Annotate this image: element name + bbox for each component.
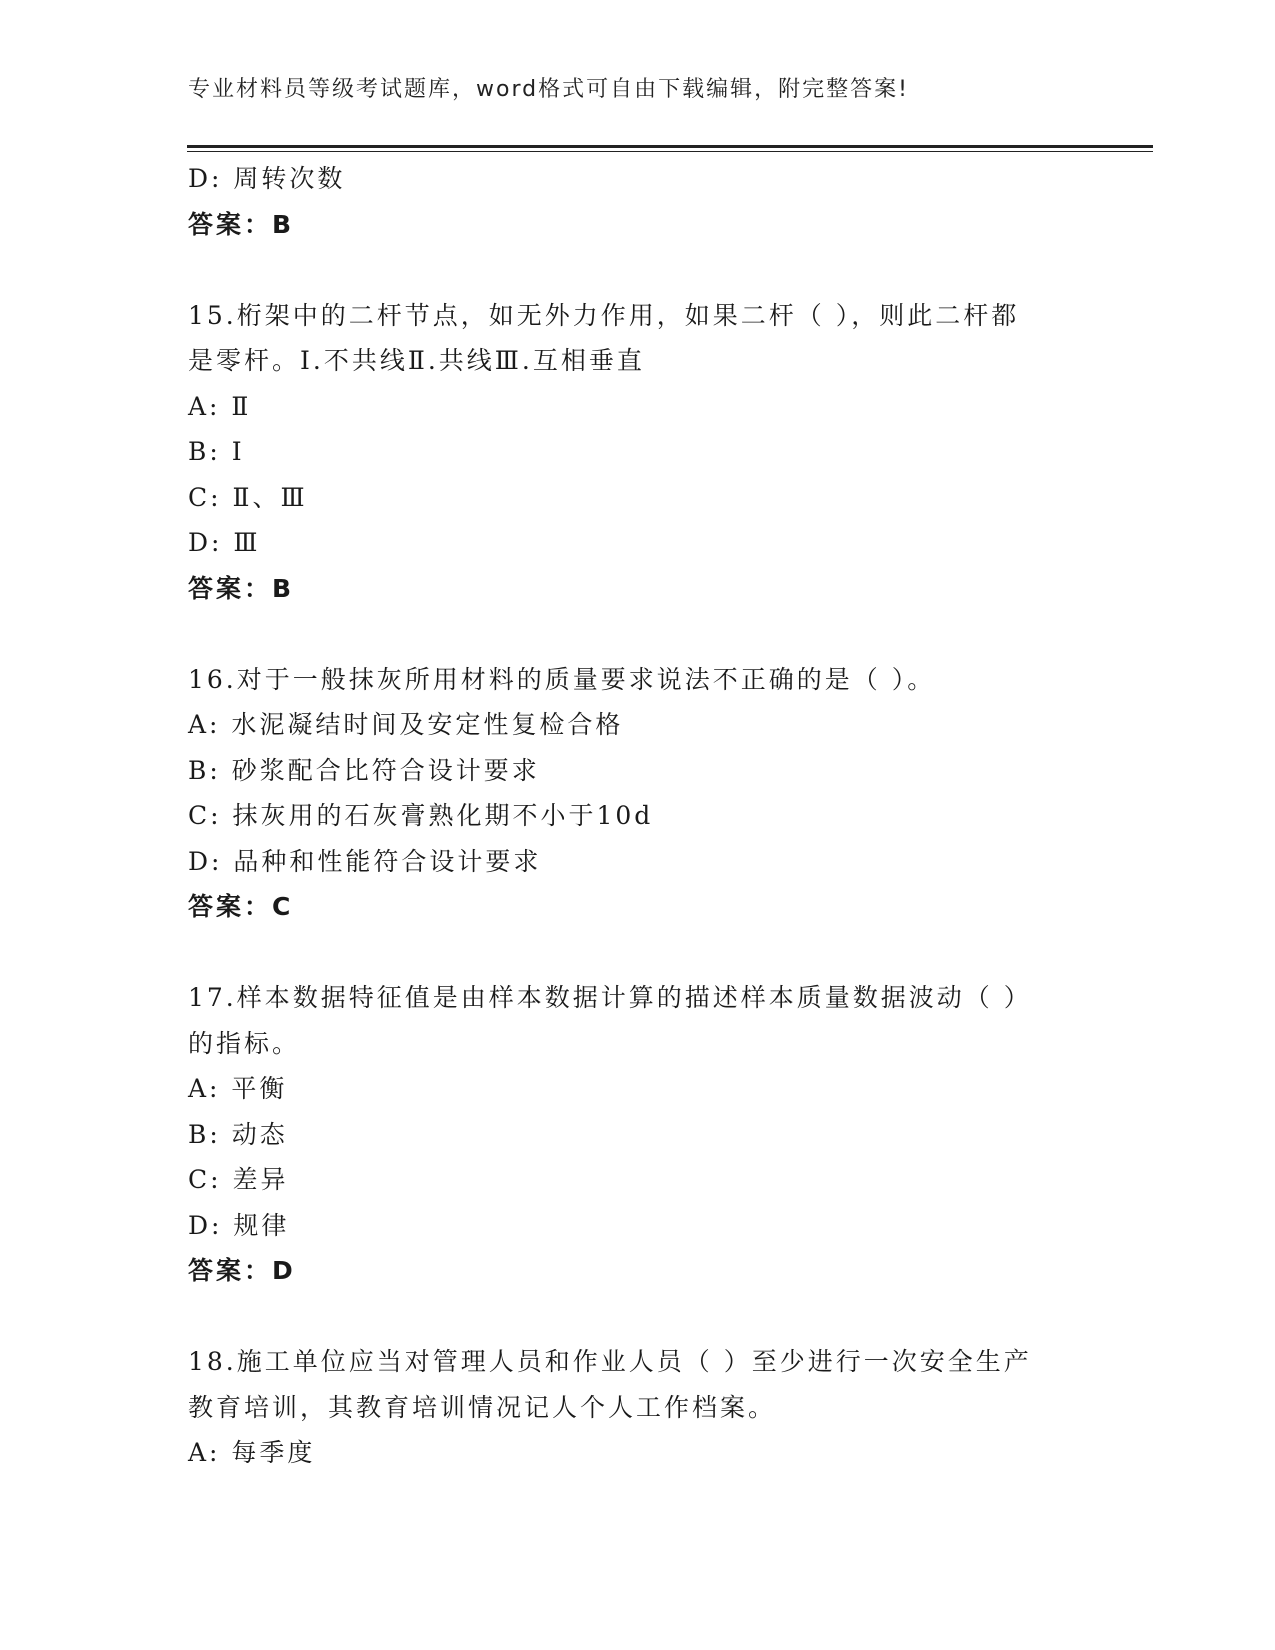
- question-18-stem-line-2: 教育培训，其教育培训情况记人个人工作档案。: [188, 1392, 777, 1422]
- question-16-option-c: C: 抹灰用的石灰膏熟化期不小于10d: [188, 801, 654, 830]
- question-16-option-d: D: 品种和性能符合设计要求: [188, 846, 542, 876]
- question-17-option-a: A: 平衡: [188, 1074, 288, 1103]
- question-list: [188, 156, 1088, 1476]
- answer-line: 答案：B: [188, 209, 295, 239]
- header-rule-thick: [187, 145, 1153, 148]
- question-16-option-a: A: 水泥凝结时间及安定性复检合格: [188, 710, 624, 739]
- question-17-option-c: C: 差异: [188, 1165, 289, 1194]
- question-15-option-a: A: Ⅱ: [188, 391, 252, 421]
- header-rule-thin: [187, 151, 1153, 152]
- question-16-stem-line-1: 16.对于一般抹灰所用材料的质量要求说法不正确的是（ ）。: [188, 664, 936, 694]
- question-17-answer: 答案：D: [188, 1256, 296, 1285]
- question-15-option-d: D: Ⅲ: [188, 528, 261, 557]
- question-18-option-a: A: 每季度: [188, 1438, 316, 1467]
- question-15-answer: 答案：B: [188, 573, 295, 603]
- question-18-stem-line-1: 18.施工单位应当对管理人员和作业人员（ ）至少进行一次安全生产: [188, 1347, 1032, 1376]
- question-17-option-d: D: 规律: [188, 1210, 290, 1240]
- question-17-option-b: B: 动态: [188, 1119, 288, 1149]
- question-16-answer: 答案：C: [188, 892, 294, 921]
- question-15-stem-line-1: 15.桁架中的二杆节点，如无外力作用，如果二杆（ ），则此二杆都: [188, 300, 1020, 330]
- option-d: D: 周转次数: [188, 164, 346, 193]
- question-15-stem-line-2: 是零杆。I.不共线Ⅱ.共线Ⅲ.互相垂直: [188, 346, 645, 375]
- spacer: [188, 1294, 1088, 1340]
- question-15-option-b: B: Ⅰ: [188, 437, 245, 466]
- spacer: [188, 247, 1088, 293]
- question-17-stem-line-2: 的指标。: [188, 1028, 301, 1058]
- question-17-stem-line-1: 17.样本数据特征值是由样本数据计算的描述样本质量数据波动（ ）: [188, 983, 1032, 1012]
- spacer: [188, 930, 1088, 976]
- question-16-option-b: B: 砂浆配合比符合设计要求: [188, 755, 540, 785]
- page-header: 专业材料员等级考试题库，word格式可自由下载编辑，附完整答案!: [188, 77, 909, 102]
- spacer: [188, 611, 1088, 657]
- question-15-option-c: C: Ⅱ、Ⅲ: [188, 482, 308, 512]
